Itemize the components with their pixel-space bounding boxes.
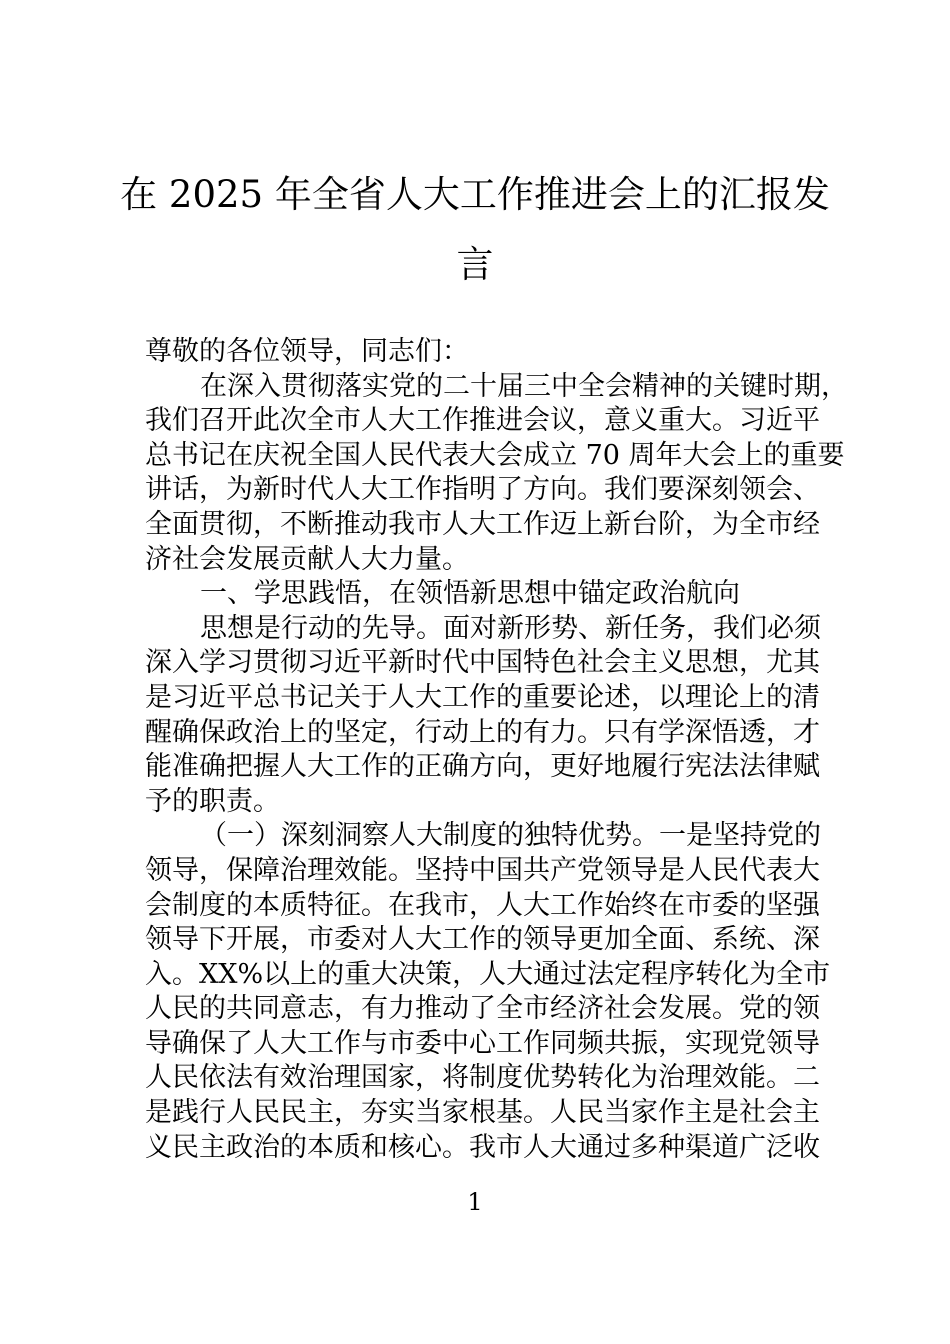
text-line: 导确保了人大工作与市委中心工作同频共振，实现党领导 — [145, 1027, 820, 1059]
document-title-line-2: 言 — [456, 243, 494, 286]
paragraph — [145, 819, 831, 1165]
text-line: 能准确把握人大工作的正确方向，更好地履行宪法法律赋 — [145, 751, 820, 783]
text-line: 在深入贯彻落实党的二十届三中全会精神的关键时期， — [200, 370, 848, 402]
text-line: 予的职责。 — [145, 785, 280, 817]
text-line: 人民依法有效治理国家，将制度优势转化为治理效能。二 — [145, 1062, 820, 1094]
text-line: 思想是行动的先导。面对新形势、新任务，我们必须 — [200, 612, 821, 644]
text-line: 会制度的本质特征。在我市，人大工作始终在市委的坚强 — [145, 889, 820, 921]
text-line: 领导，保障治理效能。坚持中国共产党领导是人民代表大 — [145, 854, 820, 886]
text-line: 全面贯彻，不断推动我市人大工作迈上新台阶，为全市经 — [145, 508, 820, 540]
text-line: 总书记在庆祝全国人民代表大会成立 70 周年大会上的重要 — [145, 439, 845, 471]
section-heading — [145, 577, 809, 612]
paragraph — [145, 370, 848, 578]
page-number: 1 — [467, 1188, 483, 1216]
text-line: 入。XX%以上的重大决策，人大通过法定程序转化为全市 — [145, 958, 831, 990]
document-title-line-1: 在 2025 年全省人大工作推进会上的汇报发 — [120, 173, 830, 216]
text-line: 领导下开展，市委对人大工作的领导更加全面、系统、深 — [145, 924, 820, 956]
document-body — [145, 335, 848, 1165]
text-line: 一、学思践悟，在领悟新思想中锚定政治航向 — [200, 578, 740, 610]
text-line: （一）深刻洞察人大制度的独特优势。一是坚持党的 — [200, 820, 821, 852]
text-line: 我们召开此次全市人大工作推进会议，意义重大。习近平 — [145, 405, 820, 437]
text-line: 人民的共同意志，有力推动了全市经济社会发展。党的领 — [145, 993, 820, 1025]
text-line: 醒确保政治上的坚定，行动上的有力。只有学深悟透，才 — [145, 716, 820, 748]
paragraph — [145, 612, 821, 820]
text-line: 济社会发展贡献人大力量。 — [145, 543, 469, 575]
text-line: 是践行人民民主，夯实当家根基。人民当家作主是社会主 — [145, 1097, 820, 1129]
salutation: 尊敬的各位领导，同志们： — [145, 336, 469, 367]
text-line: 讲话，为新时代人大工作指明了方向。我们要深刻领会、 — [145, 474, 820, 506]
text-line: 是习近平总书记关于人大工作的重要论述，以理论上的清 — [145, 681, 820, 713]
text-line: 深入学习贯彻习近平新时代中国特色社会主义思想，尤其 — [145, 647, 820, 679]
text-line: 义民主政治的本质和核心。我市人大通过多种渠道广泛收 — [145, 1131, 820, 1163]
